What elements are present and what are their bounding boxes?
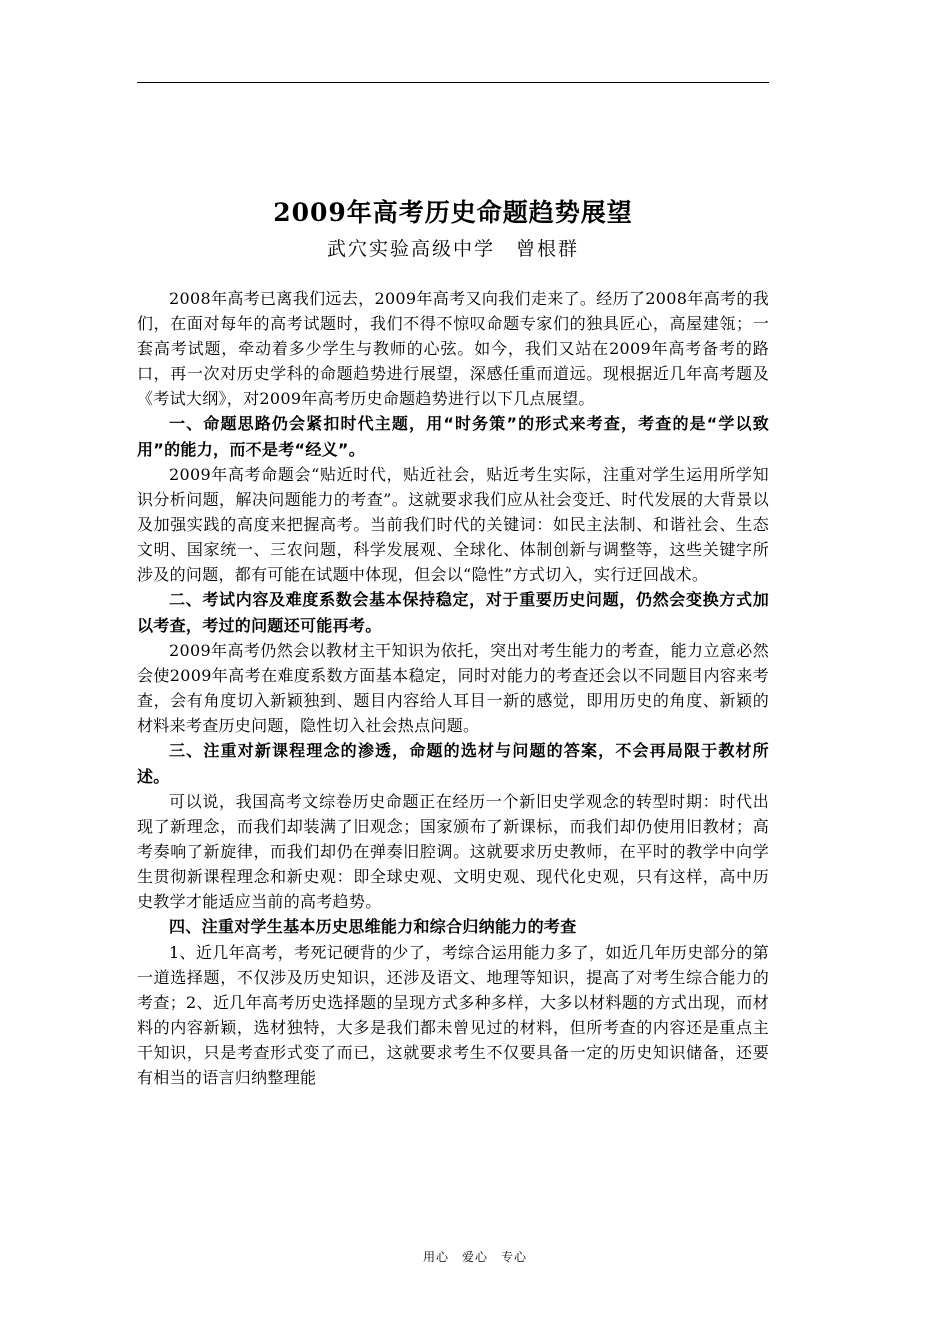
section-heading-3: 三、注重对新课程理念的渗透，命题的选材与问题的答案，不会再局限于教材所述。 bbox=[137, 741, 769, 786]
header-rule bbox=[137, 82, 769, 83]
author-byline: 武穴实验高级中学 曾根群 bbox=[326, 238, 579, 260]
article-body bbox=[137, 286, 769, 1090]
paragraph-section-3: 可以说，我国高考文综卷历史命题正在经历一个新旧史学观念的转型时期：时代出现了新理念，而我们却装满了旧观念；国家颁布了新课标，而我们却仍使用旧教材；高考奏响了新旋律，而我们却仍在弹奏旧腔调。这就要求历史教师，在平时的教学中向学生贯彻新课程理念和新史观：即全球史观、文明史观、现代化史观，只有这样，高中历史教学才能适应当前的高考趋势。 bbox=[137, 792, 769, 911]
section-heading-4: 四、注重对学生基本历史思维能力和综合归纳能力的考查 bbox=[169, 917, 577, 936]
section-heading-1: 一、命题思路仍会紧扣时代主题，用“时务策”的形式来考查，考查的是“学以致用”的能力，而不是考“经义”。 bbox=[137, 414, 769, 459]
paragraph-section-1: 2009年高考命题会“贴近时代，贴近社会，贴近考生实际，注重对学生运用所学知识分析问题，解决问题能力的考查”。这就要求我们应从社会变迁、时代发展的大背景以及加强实践的高度来把握高考。当前我们时代的关键词：如民主法制、和谐社会、生态文明、国家统一、三农问题，科学发展观、全球化、体制创新与调整等，这些关键字所涉及的问题，都有可能在试题中体现，但会以“隐性”方式切入，实行迂回战术。 bbox=[137, 465, 769, 584]
page-footer: 用心 爱心 专心 bbox=[422, 1250, 527, 1264]
section-heading-2: 二、考试内容及难度系数会基本保持稳定，对于重要历史问题，仍然会变换方式加以考查，考过的问题还可能再考。 bbox=[137, 590, 769, 635]
paragraph-section-4: 1、近几年高考，考死记硬背的少了，考综合运用能力多了，如近几年历史部分的第一道选择题，不仅涉及历史知识，还涉及语文、地理等知识，提高了对考生综合能力的考查；2、近几年高考历史选择题的呈现方式多种多样，大多以材料题的方式出现，而材料的内容新颖，选材独特，大多是我们都未曾见过的材料，但所考查的内容还是重点主干知识，只是考查形式变了而已，这就要求考生不仅要具备一定的历史知识储备，还要有相当的语言归纳整理能 bbox=[137, 942, 769, 1087]
page-title: 2009年高考历史命题趋势展望 bbox=[273, 198, 633, 227]
paragraph-intro: 2008年高考已离我们远去，2009年高考又向我们走来了。经历了2008年高考的我们，在面对每年的高考试题时，我们不得不惊叹命题专家们的独具匠心，高屋建瓴；一套高考试题，牵动着多少学生与教师的心弦。如今，我们又站在2009年高考备考的路口，再一次对历史学科的命题趋势进行展望，深感任重而道远。现根据近几年高考题及《考试大纲》，对2009年高考历史命题趋势进行以下几点展望。 bbox=[137, 289, 769, 408]
paragraph-section-2: 2009年高考仍然会以教材主干知识为依托，突出对考生能力的考查，能力立意必然会使2009年高考在难度系数方面基本稳定，同时对能力的考查还会以不同题目内容来考查，会有角度切入新颖独到、题目内容给人耳目一新的感觉，即用历史的角度、新颖的材料来考查历史问题，隐性切入社会热点问题。 bbox=[137, 641, 769, 735]
